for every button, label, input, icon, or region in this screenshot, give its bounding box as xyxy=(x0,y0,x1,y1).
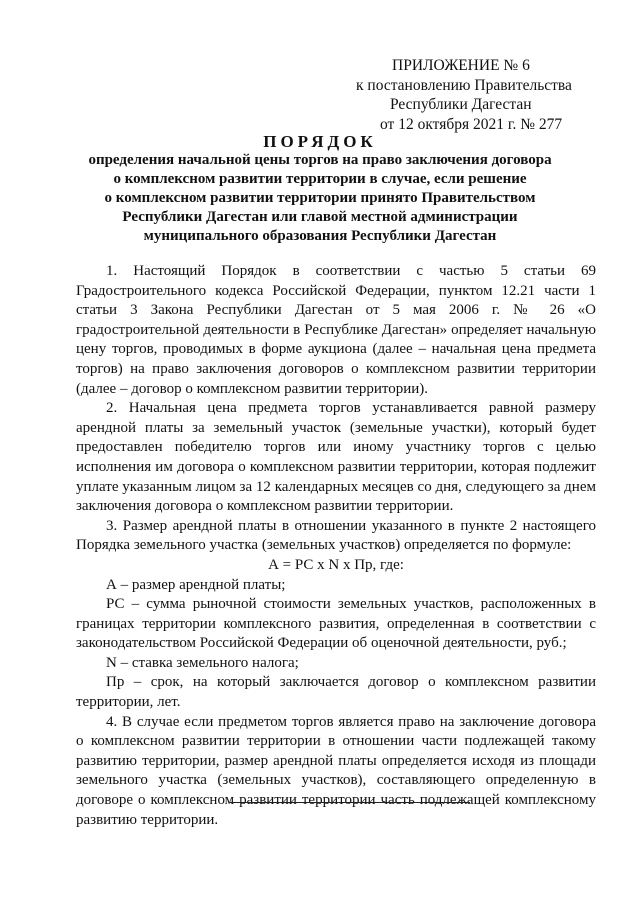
appendix-header xyxy=(340,56,580,134)
formula: А = РС x N x Пр, где: xyxy=(268,556,404,573)
paragraph-3: 3. Размер арендной платы в отношении указанного в пункте 2 настоящего Порядка земельного участка (земельных участков) определяется по формуле: xyxy=(76,517,596,554)
appendix-number: ПРИЛОЖЕНИЕ № 6 xyxy=(392,57,530,74)
subtitle-line: о комплексном развитии территории в случае, если решение xyxy=(113,171,527,187)
subtitle-line: определения начальной цены торгов на право заключения договора xyxy=(88,152,552,168)
paragraph-4: 4. В случае если предметом торгов является право на заключение договора о комплексном развитии территории в отношении части подлежащей такому развитию территории, размер арендной платы определяется исходя из площади земельного участка (земельных участков), составляющего определенную в договоре о комплексном развитии территории часть подлежащей комплексному развитию территории. xyxy=(76,713,596,828)
subtitle-line: муниципального образования Республики Дагестан xyxy=(143,228,497,244)
definition-pr: Пр – срок, на который заключается договор о комплексном развитии территории, лет. xyxy=(76,674,596,711)
document-subtitle xyxy=(60,151,580,246)
appendix-date: от 12 октября 2021 г. № 277 xyxy=(380,115,563,133)
paragraph-1: 1. Настоящий Порядок в соответствии с частью 5 статьи 69 Градостроительного кодекса Российской Федерации, пунктом 12.21 части 1 статьи 3 Закона Республики Дагестан от 5 мая 2006 г. № 26 «О градостроительной деятельности в Республике Дагестан» определяет начальную цену торгов, проводимых в форме аукциона (далее – начальная цена предмета торгов) на право заключения договоров о комплексном развитии территории (далее – договор о комплексном развитии территории). xyxy=(76,263,596,397)
subtitle-line: Республики Дагестан или главой местной администрации xyxy=(122,209,518,225)
document-body xyxy=(76,262,596,830)
closing-rule xyxy=(230,802,470,803)
definition-n: N – ставка земельного налога; xyxy=(106,654,299,671)
appendix-authority: Республики Дагестан xyxy=(390,96,532,113)
document-title: ПОРЯДОК xyxy=(263,132,377,151)
subtitle-line: о комплексном развитии территории принято Правительством xyxy=(104,190,536,206)
definition-a: А – размер арендной платы; xyxy=(106,576,286,593)
definition-pc: РС – сумма рыночной стоимости земельных участков, расположенных в границах территории комплексного развития, определенная в соответствии с законодательством Российской Федерации об оценочной деятельности, руб.; xyxy=(76,596,596,652)
paragraph-2: 2. Начальная цена предмета торгов устанавливается равной размеру арендной платы за земельный участок (земельные участки), который будет предоставлен победителю торгов или иному участнику торгов с целью исполнения им договора о комплексном развитии территории, которая подлежит уплате указанным лицом за 12 календарных месяцев со дня, следующего за днем заключения договора о комплексном развитии территории. xyxy=(76,400,596,515)
appendix-reference: к постановлению Правительства xyxy=(356,76,572,94)
